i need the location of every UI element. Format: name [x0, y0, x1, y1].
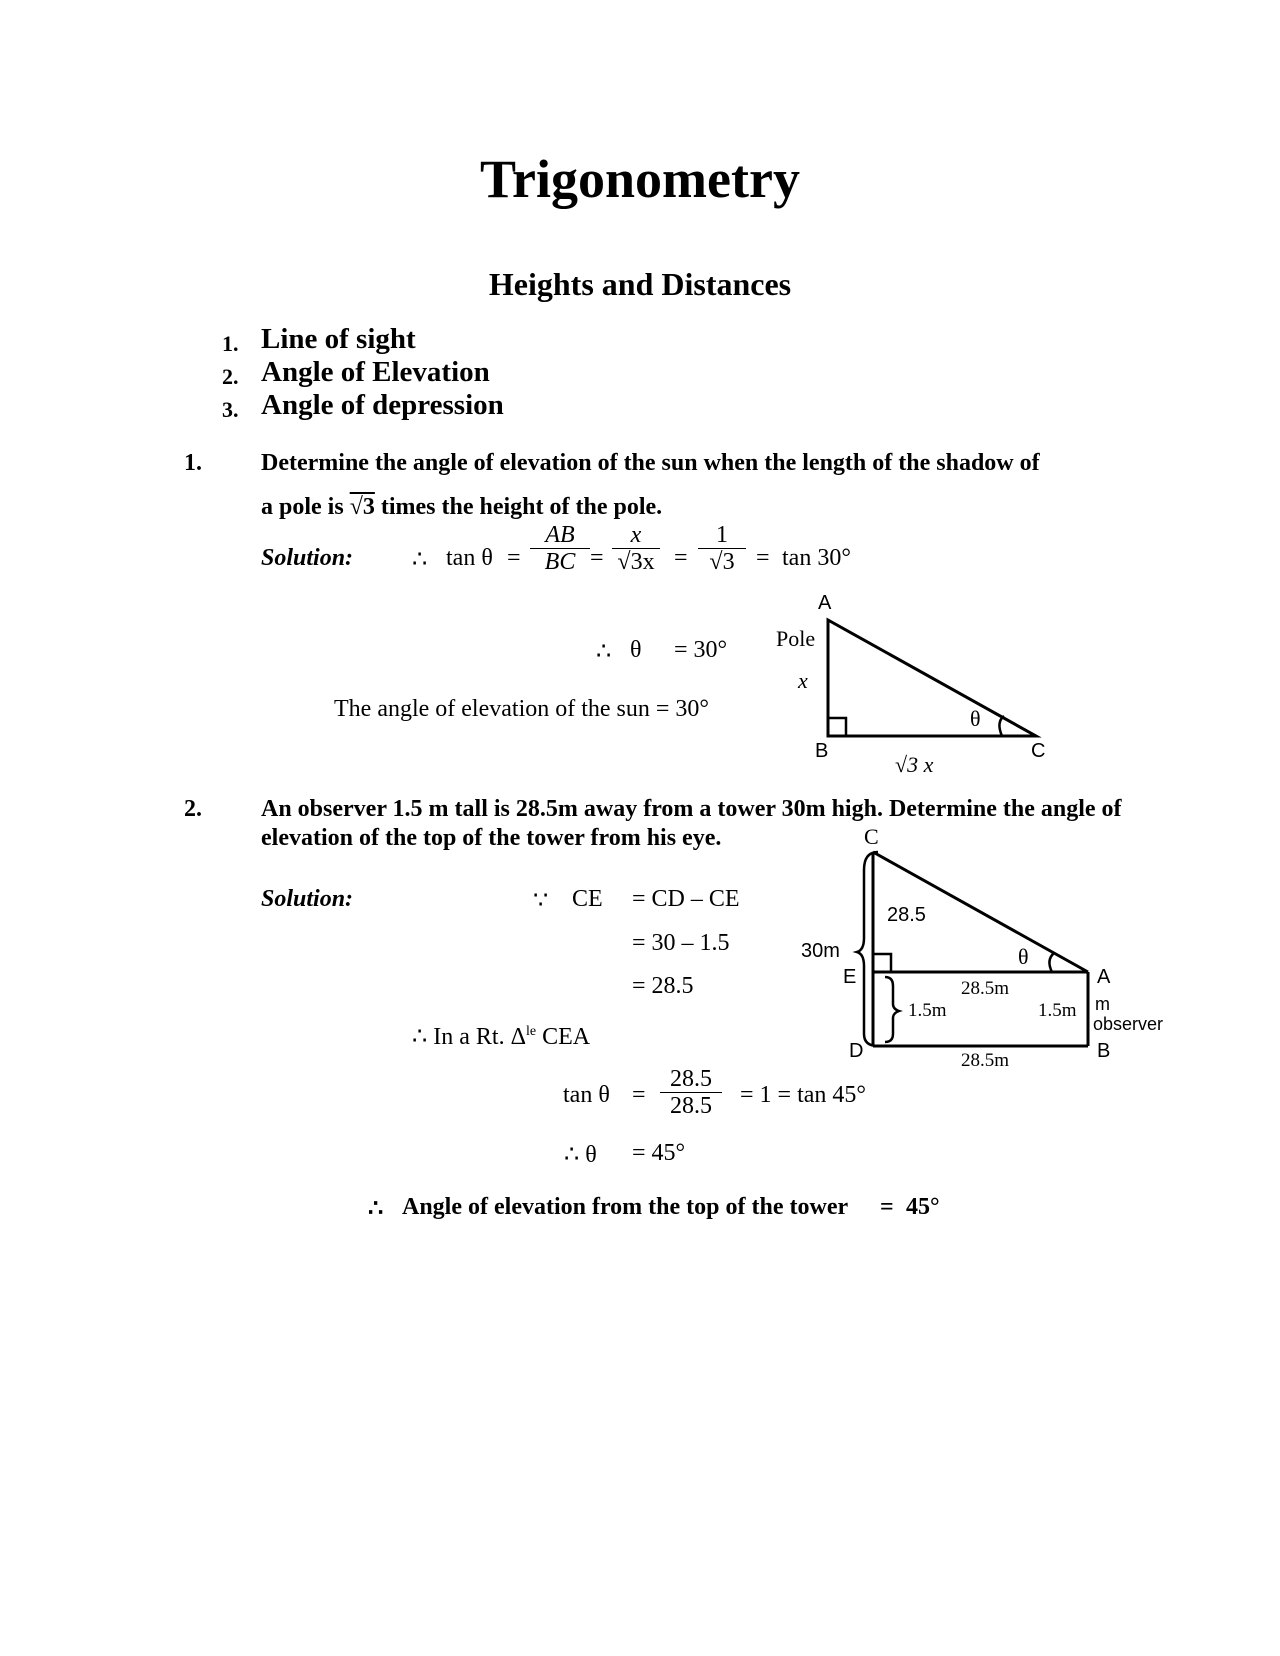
equals-sign: = — [880, 1194, 894, 1220]
label-top-dist: 28.5m — [961, 978, 1010, 999]
equals-sign: = — [632, 1082, 646, 1108]
since-symbol: ∵ — [533, 888, 549, 914]
theta-value: = 30° — [674, 637, 728, 663]
label-pole: Pole — [776, 626, 816, 651]
label-observer: observer — [1093, 1014, 1164, 1034]
theta-symbol: θ — [630, 637, 642, 663]
label-a: A — [818, 592, 832, 614]
equals-sign: = — [507, 545, 521, 571]
ce-label: CE — [572, 886, 603, 912]
label-left-height: 1.5m — [908, 1000, 947, 1021]
conclusion-text: The angle of elevation of the sun = 30° — [334, 696, 710, 722]
equals-sign: = — [674, 545, 688, 571]
page-title: Trigonometry — [480, 149, 800, 209]
question-number: 1. — [184, 450, 202, 476]
label-x: x — [798, 668, 808, 693]
label-c: C — [864, 824, 879, 849]
tan-theta: tan θ — [446, 545, 493, 571]
final-answer-value: 45° — [906, 1194, 940, 1220]
label-m: m — [1095, 994, 1110, 1014]
page-subtitle: Heights and Distances — [488, 266, 792, 302]
topic-number: 2. — [222, 364, 239, 389]
label-b: B — [1097, 1040, 1111, 1062]
tan-45: = 1 = tan 45° — [740, 1082, 866, 1108]
equals-sign: = — [756, 545, 770, 571]
tan-30: tan 30° — [782, 545, 851, 571]
label-a: A — [1097, 966, 1111, 988]
label-hyp: 28.5 — [887, 904, 926, 926]
step-1: = CD – CE — [632, 886, 740, 912]
step-3: = 28.5 — [632, 973, 694, 999]
question-number: 2. — [184, 796, 202, 822]
topic-number: 3. — [222, 397, 239, 422]
topic-line-of-sight: Line of sight — [261, 323, 416, 355]
solution-label: Solution: — [261, 545, 354, 571]
therefore-symbol: ∴ — [596, 639, 612, 665]
label-e: E — [843, 966, 857, 988]
label-right-height: 1.5m — [1038, 1000, 1077, 1021]
question-text-line2: elevation of the top of the tower from his eye. — [261, 825, 722, 851]
label-bottom-dist: 28.5m — [961, 1050, 1010, 1071]
label-base: √3 x — [895, 752, 934, 777]
eye-height-brace — [885, 977, 899, 1042]
theta-line: ∴ θ — [564, 1142, 597, 1168]
tower-brace — [857, 852, 878, 1046]
final-answer-text: Angle of elevation from the top of the tower — [402, 1194, 849, 1220]
right-triangle-line: ∴ In a Rt. $\Delta^{le}$ CEA — [412, 1024, 591, 1050]
question-text-line1: Determine the angle of elevation of the sun when the length of the shadow of — [261, 450, 1040, 476]
fraction-ab-bc: AB BC — [530, 522, 590, 575]
fraction-28-5: 28.5 28.5 — [660, 1066, 722, 1119]
fraction-x-root3x: x √3x — [612, 522, 660, 575]
question-text-line2: a pole is √3 times the height of the pole. — [261, 494, 663, 520]
label-d: D — [849, 1040, 864, 1062]
right-angle-mark — [873, 954, 891, 972]
label-c: C — [1031, 740, 1046, 762]
theta-value: = 45° — [632, 1140, 686, 1166]
label-theta: θ — [970, 706, 981, 731]
fraction-1-root3: 1 √3 — [698, 522, 746, 575]
tan-theta: tan θ — [563, 1082, 610, 1108]
angle-arc — [1049, 953, 1054, 972]
therefore-symbol: ∴ — [368, 1196, 384, 1222]
topic-number: 1. — [222, 331, 239, 356]
topic-angle-of-elevation: Angle of Elevation — [261, 356, 490, 388]
solution-label: Solution: — [261, 886, 354, 912]
equals-sign: = — [590, 545, 604, 571]
label-30m: 30m — [801, 940, 840, 962]
label-b: B — [815, 740, 829, 762]
therefore-symbol: ∴ — [412, 547, 428, 573]
step-2: = 30 – 1.5 — [632, 930, 730, 956]
topic-angle-of-depression: Angle of depression — [261, 389, 504, 421]
label-theta: θ — [1018, 944, 1029, 969]
question-text-line1: An observer 1.5 m tall is 28.5m away from a tower 30m high. Determine the angle of — [261, 796, 1122, 822]
